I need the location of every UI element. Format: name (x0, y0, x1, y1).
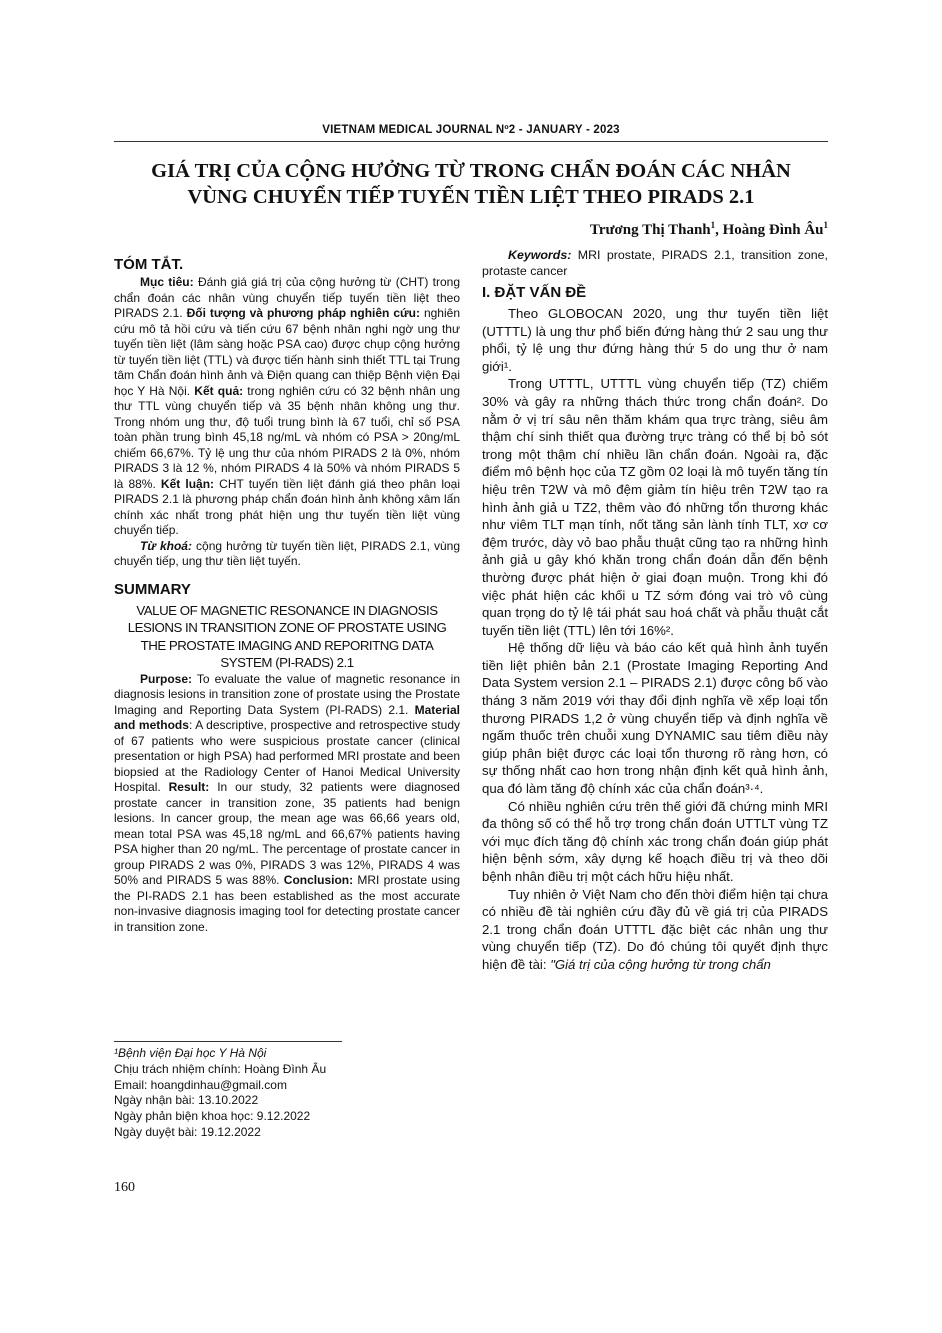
article-title-line-2: VÙNG CHUYỂN TIẾP TUYẾN TIỀN LIỆT THEO PIRADS 2.1 (187, 186, 755, 208)
keywords-en (482, 248, 828, 279)
abstract-vi-body (114, 275, 460, 539)
purpose-text: To evaluate the value of magnetic resonance in diagnosis lesions in transition zone of prostate using the Prostate Imaging and Reporting Data System (PI-RADS) 2.1. (114, 671, 460, 717)
author-2-affiliation: 1 (823, 220, 828, 230)
keywords-en-text: MRI prostate, PIRADS 2.1, transition zone, protaste cancer (482, 248, 828, 278)
author-2: Hoàng Đình Âu (722, 222, 824, 238)
section-1-paragraph-4: Có nhiều nghiên cứu trên thế giới đã chứng minh MRI đa thông số có thể hỗ trợ trong chẩn đoán UTTLT vùng TZ với mục đích tăng độ chính xác trong chẩn đoán giúp phát hiện bệnh sớm, xây dựng kế hoạch điều trị và theo dõi bệnh nhân điều trị một cách hữu hiệu nhất. (482, 798, 828, 884)
section-1-paragraph-3: Hệ thống dữ liệu và báo cáo kết quả hình ảnh tuyến tiền liệt phiên bản 2.1 (Prostate Imaging Reporting And Data System version 2.1 – PIRADS 2.1) được công bố vào tháng 3 năm 2019 với thay đổi định nghĩa về xếp loại tổn thương PIRADS 1,2 ở vùng chuyển tiếp và định nghĩa về ngấm thuốc trên chuỗi xung DYNAMIC sau tiêm điều này giúp phân biệt được các loại tổn thương rõ ràng hơn, có sự thống nhất cao hơn trong nhận định kết quả hình ảnh, qua đó làm tăng độ chính xác của chẩn đoán³·⁴. (482, 640, 828, 797)
summary-title: VALUE OF MAGNETIC RESONANCE IN DIAGNOSIS LESIONS IN TRANSITION ZONE OF PROSTATE USING THE PROSTATE IMAGING AND REPORITNG DATA SYSTEM (PI-RADS) 2.1 (127, 602, 447, 670)
section-1-paragraph-2: Trong UTTTL, UTTTL vùng chuyển tiếp (TZ) chiếm 30% và gây ra những thách thức trong chẩn đoán². Do nằm ở vị trí sâu nên thăm khám qua trực tràng, siêu âm thậm chí sinh thiết qua đường trực tràng có thể bị bỏ sót trong một thậm chí nhiều lần chẩn đoán. Ngoài ra, đặc điểm mô bệnh học của TZ gồm 02 loại là mô tuyến tăng tín hiệu trên T2W và mô đệm giảm tín hiệu trên T2W tạo ra hình ảnh giả u TZ2, thêm vào đó những tổn thương khác như viêm TLT mạn tính, nốt tăng sản lành tính TLT, xơ cơ đệm trước, dày vỏ bao phẫu thuật cũng tạo ra những hình ảnh giả u gây khó khăn trong chẩn đoán dẫn đến bệnh thường được phát hiện ở giai đoạn muộn. Trong khi đó việc phát hiện các khối u TZ sớm đóng vai trò vô cùng quan trọng do tỷ lệ tái phát sau hoá chất và phẫu thuật cắt tuyến tiền liệt (TTL) lên tới 16%². (482, 376, 828, 638)
journal-header: VIETNAM MEDICAL JOURNAL Nº2 - JANUARY - 2023 (322, 124, 620, 136)
article-title-line-1: GIÁ TRỊ CỦA CỘNG HƯỞNG TỪ TRONG CHẨN ĐOÁN CÁC NHÂN (151, 160, 791, 182)
header-divider (114, 141, 828, 142)
material-methods-label: Material and methods (114, 702, 460, 732)
author-separator: , (715, 222, 723, 238)
summary-body (114, 672, 460, 936)
footnote-received: Ngày nhận bài: 13.10.2022 (114, 1093, 259, 1108)
footnote-accepted: Ngày duyệt bài: 19.12.2022 (114, 1124, 261, 1139)
methods-text: nghiên cứu mô tả hồi cứu và tiến cứu 67 bệnh nhân nghi ngờ ung thư tuyến tiền liệt (lâm sàng hoặc PSA cao) được chụp cộng hưởng từ tuyến tiền liệt (TTL) và được tiến hành sinh thiết TTL tại Trung tâm Chẩn đoán hình ảnh và Điện quang can thiệp Bệnh viện Đại học Y Hà Nội. (114, 306, 460, 398)
keywords-vi (114, 539, 460, 570)
author-list (590, 220, 828, 239)
results-label: Kết quả: (194, 383, 244, 398)
abstract-vi-heading: TÓM TẮT. (114, 256, 184, 273)
section-1-paragraph-5 (482, 886, 828, 974)
results-text: trong nghiên cứu có 32 bệnh nhân ung thư TTL vùng chuyển tiếp và 35 bệnh nhân không ung thư. Trong nhóm ung thư, độ tuổi trung bình là 67 tuổi, chỉ số PSA toàn phần trung bình 45,18 ng/mL và nhóm có PSA > 20ng/mL chiếm 66,67%. Tỷ lệ ung thư của nhóm PIRADS 2 là 0%, nhóm PIRADS 3 là 12 %, nhóm PIRADS 4 là 50% và nhóm PIRADS 5 là 88%. (114, 383, 461, 491)
author-1-affiliation: 1 (710, 220, 716, 230)
author-1: Trương Thị Thanh (589, 222, 711, 238)
footnote-corresponding: Chịu trách nhiệm chính: Hoàng Đình Âu (114, 1061, 327, 1076)
keywords-en-label: Keywords: (508, 248, 572, 262)
footnote-email: Email: hoangdinhau@gmail.com (114, 1077, 287, 1092)
footnote-reviewed: Ngày phản biện khoa học: 9.12.2022 (114, 1109, 311, 1124)
keywords-vi-text: cộng hưởng từ tuyến tiền liệt, PIRADS 2.1, vùng chuyển tiếp, ung thư tiền liệt tuyến. (114, 538, 460, 568)
article-title (114, 158, 828, 210)
footnotes (114, 1046, 460, 1141)
right-column (482, 248, 828, 974)
keywords-vi-label: Từ khoá: (140, 538, 192, 553)
summary-heading: SUMMARY (114, 580, 191, 598)
purpose-label: Purpose: (140, 671, 193, 686)
material-methods-text: : A descriptive, prospective and retrospective study of 67 patients who were suspicious prostate cancer (clinical presentation or high PSA) had performed MRI prostate and been biopsied at the Radiology Center of Hanoi Medical University Hospital. (114, 718, 460, 794)
section-1-paragraph-5-italic: "Giá trị của cộng hưởng từ trong chẩn (550, 956, 771, 972)
footnote-divider (114, 1041, 342, 1042)
result-text: In our study, 32 patients were diagnosed prostate cancer in transition zone, 35 patients had benign lesions. In cancer group, the mean age was 66,66 years old, mean total PSA was 45,18 ng/mL and 66,67% patients having PSA higher than 20 ng/mL. The percentage of prostate cancer in group PIRADS 2 was 0%, PIRADS 3 was 12%, PIRADS 4 was 50% and PIRADS 5 was 88%. (114, 780, 460, 887)
objective-text: Đánh giá giá trị của cộng hưởng từ (CHT) trong chẩn đoán các nhân vùng chuyển tiếp tuyến tiền liệt theo PIRADS 2.1. (114, 275, 461, 320)
methods-label: Đối tượng và phương pháp nghiên cứu: (186, 306, 421, 320)
footnote-affiliation: ¹Bệnh viện Đại học Y Hà Nội (114, 1046, 267, 1060)
result-label: Result: (168, 780, 210, 794)
conclusion-text: CHT tuyến tiền liệt đánh giá theo phân loại PIRADS 2.1 là phương pháp chẩn đoán hình ảnh không xâm lấn chính xác nhất trong phát hiện ung thư tuyến tiền liệt vùng chuyển tiếp. (114, 476, 461, 537)
objective-label: Mục tiêu: (140, 275, 194, 289)
section-1-heading: I. ĐẶT VẤN ĐỀ (482, 284, 587, 301)
conclusion-en-label: Conclusion: (283, 873, 354, 887)
conclusion-en-text: MRI prostate using the PI-RADS 2.1 has been established as the most accurate non-invasive diagnosis imaging tool for detecting prostate cancer in transition zone. (114, 873, 460, 934)
section-1-paragraph-1: Theo GLOBOCAN 2020, ung thư tuyến tiền liệt (UTTTL) là ung thư phổ biến đứng hàng thứ 2 sau ung thư phổi, tỷ lệ ung thư đứng hàng thứ 5 do ung thư ở nam giới¹. (482, 306, 828, 374)
section-1-paragraph-5-text: Tuy nhiên ở Việt Nam cho đến thời điểm hiện tại chưa có nhiều đề tài nghiên cứu đầy đủ về giá trị của PIRADS 2.1 trong chẩn đoán UTTTL đặc biệt các nhân ung thư vùng chuyển tiếp (TZ). Do đó chúng tôi quyết định thực hiện đề tài: (482, 886, 828, 972)
left-column (114, 255, 460, 935)
conclusion-label: Kết luận: (160, 476, 215, 491)
page-number: 160 (114, 1180, 135, 1195)
